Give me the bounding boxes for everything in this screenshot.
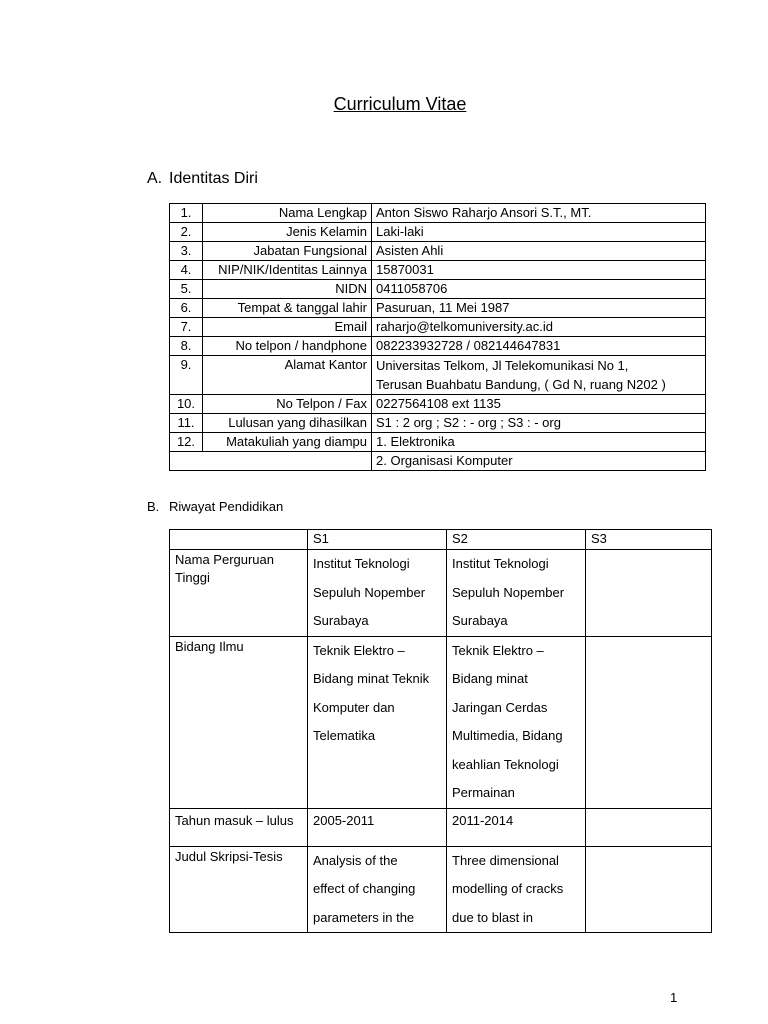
cell-nama-pt-s3 (586, 550, 712, 637)
field-label: Nama Lengkap (203, 204, 372, 223)
field-value: 1. Elektronika (372, 433, 706, 452)
header-cell-empty (170, 530, 308, 550)
table-row (170, 414, 706, 433)
table-row (170, 550, 712, 637)
cell-line: Institut Teknologi (452, 556, 549, 571)
row-number: 6. (170, 299, 203, 318)
table-row (170, 433, 706, 452)
cell-line: Komputer dan (313, 699, 395, 715)
header-cell-s1: S1 (308, 530, 447, 550)
cell-line: Sepuluh Nopember (313, 584, 426, 600)
row-number: 11. (170, 414, 203, 433)
cell-tahun-s1: 2005-2011 (308, 808, 447, 846)
field-value: raharjo@telkomuniversity.ac.id (372, 318, 706, 337)
cell-line: keahlian Teknologi (452, 756, 559, 772)
cell-line: Surabaya (313, 613, 369, 628)
row-label-bidang-ilmu: Bidang Ilmu (170, 636, 308, 808)
table-row (170, 223, 706, 242)
cell-line: Three dimensional (452, 852, 559, 868)
cell-line: Telematika (313, 728, 376, 743)
cell-line: effect of changing (313, 881, 416, 896)
table-row (170, 452, 706, 471)
cell-line: Sepuluh Nopember (452, 584, 565, 600)
field-value: 0227564108 ext 1135 (372, 395, 706, 414)
row-number: 10. (170, 395, 203, 414)
cell-bidang-ilmu-s3 (586, 636, 712, 808)
field-label: Alamat Kantor (203, 356, 372, 395)
cell-line: Institut Teknologi (313, 556, 410, 571)
table-row (170, 337, 706, 356)
field-value: 2. Organisasi Komputer (372, 452, 706, 471)
cell-judul-s3 (586, 846, 712, 933)
cell-line: due to blast in (452, 909, 533, 925)
row-number: 5. (170, 280, 203, 299)
cell-line: Bidang minat (452, 671, 528, 686)
field-label: No telpon / handphone (203, 337, 372, 356)
table-row (170, 204, 706, 223)
field-label: Lulusan yang dihasilkan (203, 414, 372, 433)
table-row (170, 636, 712, 808)
row-number: 7. (170, 318, 203, 337)
table-row (170, 808, 712, 846)
cell-line: Jaringan Cerdas (452, 699, 548, 715)
table-row (170, 846, 712, 933)
table-row (170, 318, 706, 337)
field-value: 0411058706 (372, 280, 706, 299)
empty-cell (170, 452, 372, 471)
header-cell-s3: S3 (586, 530, 712, 550)
cell-line: parameters in the (313, 909, 415, 925)
cell-line: Analysis of the (313, 852, 398, 868)
value-line: Universitas Telkom, Jl Telekomunikasi No 1, (376, 358, 629, 373)
cell-tahun-s3 (586, 808, 712, 846)
table-row (170, 395, 706, 414)
table-row (170, 261, 706, 280)
cell-nama-pt-s1 (308, 550, 447, 637)
section-b-label: Riwayat Pendidikan (169, 499, 284, 514)
field-value: Laki-laki (372, 223, 706, 242)
table-header-row (170, 530, 712, 550)
field-value: Pasuruan, 11 Mei 1987 (372, 299, 706, 318)
field-label: Jenis Kelamin (203, 223, 372, 242)
field-value: S1 : 2 org ; S2 : - org ; S3 : - org (372, 414, 706, 433)
cell-nama-pt-s2 (447, 550, 586, 637)
section-a-heading (147, 170, 258, 188)
field-label: Email (203, 318, 372, 337)
field-value (372, 356, 706, 395)
section-b-number: B. (147, 499, 160, 514)
cell-line: Surabaya (452, 613, 508, 628)
row-number: 12. (170, 433, 203, 452)
section-a-label: Identitas Diri (169, 170, 258, 187)
cell-line: Teknik Elektro – (313, 642, 405, 658)
cell-line: Permainan (452, 785, 515, 800)
section-a-number: A. (147, 170, 163, 187)
section-b-heading (147, 499, 283, 514)
field-label: NIP/NIK/Identitas Lainnya (203, 261, 372, 280)
row-label-tahun: Tahun masuk – lulus (170, 808, 308, 846)
field-label: Jabatan Fungsional (203, 242, 372, 261)
pendidikan-table (169, 529, 712, 933)
field-value: Anton Siswo Raharjo Ansori S.T., MT. (372, 204, 706, 223)
value-line: Terusan Buahbatu Bandung, ( Gd N, ruang N202 ) (376, 377, 666, 392)
cell-line: modelling of cracks (452, 881, 564, 896)
document-title: Curriculum Vitae (333, 94, 467, 114)
header-cell-s2: S2 (447, 530, 586, 550)
cell-bidang-ilmu-s1 (308, 636, 447, 808)
cell-bidang-ilmu-s2 (447, 636, 586, 808)
row-number: 4. (170, 261, 203, 280)
row-label-nama-pt: Nama Perguruan Tinggi (170, 550, 308, 637)
field-label: NIDN (203, 280, 372, 299)
row-number: 1. (170, 204, 203, 223)
cell-line: Teknik Elektro – (452, 642, 544, 658)
table-row (170, 242, 706, 261)
table-row (170, 299, 706, 318)
cell-tahun-s2: 2011-2014 (447, 808, 586, 846)
identitas-table (169, 203, 706, 471)
table-row (170, 356, 706, 395)
field-label: Tempat & tanggal lahir (203, 299, 372, 318)
table-row (170, 280, 706, 299)
cell-line: Multimedia, Bidang (452, 728, 563, 743)
row-number: 9. (170, 356, 203, 395)
field-value: 082233932728 / 082144647831 (372, 337, 706, 356)
field-label: No Telpon / Fax (203, 395, 372, 414)
row-number: 8. (170, 337, 203, 356)
field-label: Matakuliah yang diampu (203, 433, 372, 452)
cell-judul-s1 (308, 846, 447, 933)
row-number: 2. (170, 223, 203, 242)
row-number: 3. (170, 242, 203, 261)
cell-judul-s2 (447, 846, 586, 933)
cell-line: Bidang minat Teknik (313, 671, 430, 686)
field-value: 15870031 (372, 261, 706, 280)
field-value: Asisten Ahli (372, 242, 706, 261)
page-number: 1 (670, 990, 678, 1005)
row-label-judul: Judul Skripsi-Tesis (170, 846, 308, 933)
